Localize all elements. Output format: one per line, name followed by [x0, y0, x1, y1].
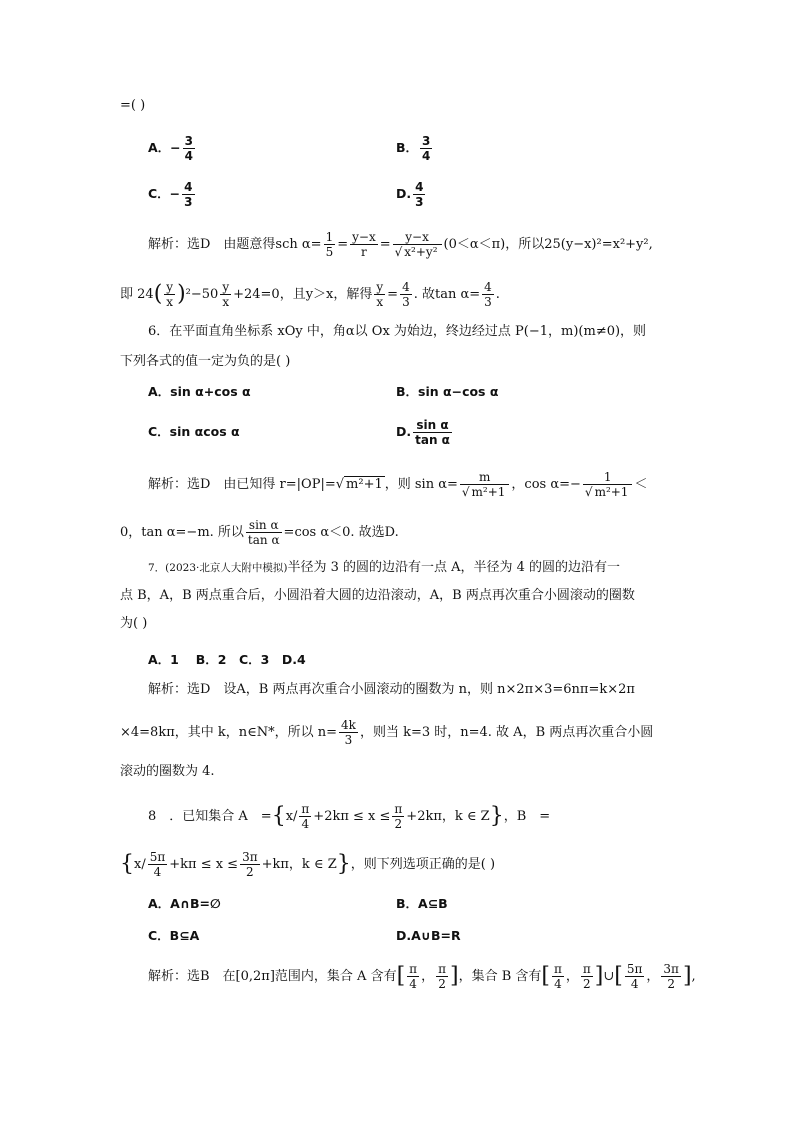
- q8-option-c[interactable]: C．B⊆A: [148, 928, 200, 943]
- q5-solution-line2: 即 24( $\frac{y}{x}$ )²−50 $\frac{y}{x}$ +24=0，且y＞x，解得 $\frac{y}{x}$ = $\frac{4}{3}$ . 故tan α= $\frac{4}{3}$ .: [120, 280, 500, 309]
- q5-option-a[interactable]: A．− $\frac{3}{4}$: [148, 134, 194, 163]
- q5-option-c[interactable]: C．− $\frac{4}{3}$: [148, 180, 193, 209]
- q5-stem-tail: =( ): [120, 98, 146, 113]
- q6-solution-line1: 解析：选D 由已知得 r=|OP|=√ m²+1 ，则 sin α= $\frac{m}{\text{√ m²+1}}$ ，cos α=− $\frac{1}{\text{√ m²+1}}$ ＜: [148, 470, 648, 499]
- q6-option-b[interactable]: B．sin α−cos α: [396, 384, 499, 399]
- q5-option-d[interactable]: D. $\frac{4}{3}$: [396, 180, 424, 209]
- q6-option-c[interactable]: C．sin αcos α: [148, 424, 240, 439]
- q7-stem-line1: 7．(2023·北京人大附中模拟)半径为 3 的圆的边沿有一点 A，半径为 4 的圆的边沿有一: [148, 560, 621, 575]
- q7-solution-line1: 解析：选D 设A，B 两点再次重合小圆滚动的圈数为 n，则 n×2π×3=6nπ=k×2π: [148, 682, 635, 697]
- q6-option-a[interactable]: A．sin α+cos α: [148, 384, 251, 399]
- q8-stem-line2: {x/ $\frac{5\pi}{4}$ +kπ ≤ x ≤ $\frac{3\pi}{2}$ +kπ，k ∈ Z}，则下列选项正确的是( ): [120, 850, 496, 879]
- q8-option-b[interactable]: B．A⊆B: [396, 896, 448, 911]
- q7-solution-line3: 滚动的圈数为 4.: [120, 764, 215, 779]
- q7-source: 7．(2023·北京人大附中模拟): [148, 562, 288, 574]
- q6-option-d[interactable]: D. $\frac{\text{sin α}}{\text{tan α}}$: [396, 418, 450, 447]
- q8-solution-line1: 解析：选B 在[0,2π]范围内，集合 A 含有[ $\frac{\pi}{4}$ ， $\frac{\pi}{2}$ ]，集合 B 含有[ $\frac{\pi}{4}$ ， $\frac{\pi}{2}$ ]∪[ $\frac{5\pi}{4}$ ， $\frac{3\pi}{2}$ ],: [148, 962, 696, 991]
- q5-solution-line1: 解析：选D 由题意得sch α= $\frac{1}{5}$ = $\frac{y-x}{r}$ = $\frac{y-x}{\text{√ x²+y²}}$ (0＜α＜π)，所以25(y−x)²=x²+y²,: [148, 230, 653, 259]
- q7-stem-line3: 为( ): [120, 616, 148, 631]
- q6-solution-line2: 0，tan α=−m. 所以 $\frac{\text{sin α}}{\text{tan α}}$ =cos α＜0. 故选D.: [120, 518, 399, 547]
- q5-option-b[interactable]: B． $\frac{3}{4}$: [396, 134, 431, 163]
- q8-option-d[interactable]: D.A∪B=R: [396, 928, 461, 943]
- q7-stem-line2: 点 B，A，B 两点重合后，小圆沿着大圆的边沿滚动，A，B 两点再次重合小圆滚动的圈数: [120, 588, 635, 603]
- q7-options[interactable]: A．1 B．2 C．3 D.4: [148, 652, 306, 667]
- q6-stem-line1: 6．在平面直角坐标系 xOy 中，角α以 Ox 为始边，终边经过点 P(−1，m)(m≠0)，则: [148, 324, 647, 339]
- q8-stem-line1: 8 ．已知集合 A ={x/ $\frac{\pi}{4}$ +2kπ ≤ x ≤ $\frac{\pi}{2}$ +2kπ，k ∈ Z}，B =: [148, 802, 551, 831]
- q6-stem-line2: 下列各式的值一定为负的是( ): [120, 354, 291, 369]
- q8-option-a[interactable]: A．A∩B=∅: [148, 896, 221, 911]
- q7-solution-line2: ×4=8kπ，其中 k，n∈N*，所以 n= $\frac{4k}{3}$ ，则当 k=3 时，n=4. 故 A，B 两点再次重合小圆: [120, 718, 654, 747]
